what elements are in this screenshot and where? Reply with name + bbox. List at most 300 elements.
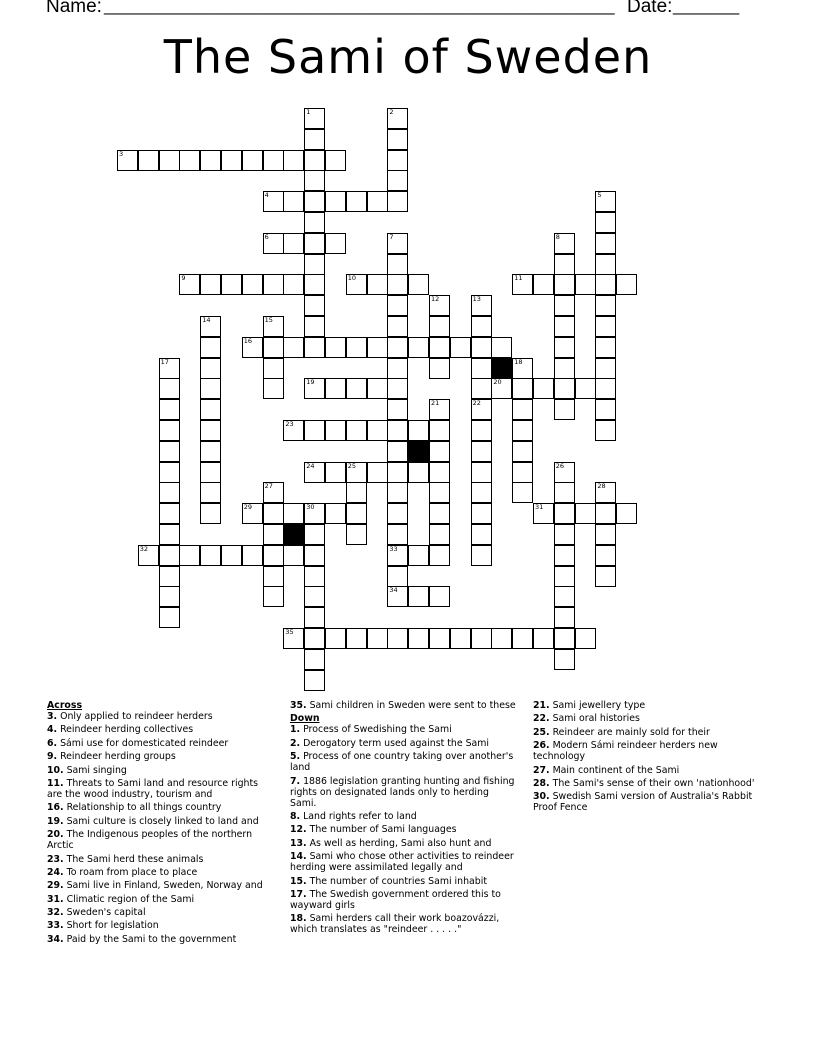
grid-cell[interactable] xyxy=(533,378,554,399)
grid-cell[interactable] xyxy=(387,399,408,420)
grid-cell[interactable] xyxy=(471,358,492,379)
clue-number: 19. xyxy=(47,815,64,827)
grid-cell[interactable] xyxy=(159,150,180,171)
grid-cell[interactable] xyxy=(283,274,304,295)
clue-text: Land rights refer to land xyxy=(300,810,417,822)
clue-number: 24. xyxy=(47,866,64,878)
grid-cell[interactable] xyxy=(159,378,180,399)
grid-cell[interactable] xyxy=(512,628,533,649)
grid-cell[interactable] xyxy=(554,649,575,670)
grid-cell[interactable] xyxy=(554,295,575,316)
grid-cell[interactable] xyxy=(304,649,325,670)
grid-cell[interactable] xyxy=(595,378,616,399)
grid-cell[interactable] xyxy=(533,274,554,295)
grid-cell[interactable] xyxy=(304,108,325,129)
grid-cell[interactable] xyxy=(616,503,637,524)
grid-cell[interactable] xyxy=(304,233,325,254)
grid-cell[interactable] xyxy=(575,378,596,399)
grid-cell[interactable] xyxy=(429,503,450,524)
grid-cell[interactable] xyxy=(595,212,616,233)
grid-cell[interactable] xyxy=(200,399,221,420)
grid-cell[interactable] xyxy=(346,503,367,524)
clue-number: 31. xyxy=(47,893,64,905)
grid-cell[interactable] xyxy=(387,628,408,649)
clue-item xyxy=(47,816,275,827)
grid-cell[interactable] xyxy=(595,295,616,316)
grid-cell[interactable] xyxy=(367,191,388,212)
grid-cell[interactable] xyxy=(304,274,325,295)
clue-text: Main continent of the Sami xyxy=(549,764,680,776)
grid-cell[interactable] xyxy=(159,399,180,420)
grid-cell[interactable] xyxy=(346,191,367,212)
grid-cell[interactable] xyxy=(159,482,180,503)
grid-cell[interactable] xyxy=(159,358,180,379)
grid-cell[interactable] xyxy=(554,337,575,358)
grid-cell[interactable] xyxy=(408,628,429,649)
grid-cell[interactable] xyxy=(200,420,221,441)
grid-cell[interactable] xyxy=(325,503,346,524)
grid-cell[interactable] xyxy=(387,503,408,524)
grid-cell[interactable] xyxy=(304,378,325,399)
grid-cell[interactable] xyxy=(429,628,450,649)
grid-cell[interactable] xyxy=(471,316,492,337)
grid-cell[interactable] xyxy=(263,191,284,212)
grid-cell[interactable] xyxy=(471,420,492,441)
grid-cell[interactable] xyxy=(263,378,284,399)
grid-cell[interactable] xyxy=(387,254,408,275)
grid-cell[interactable] xyxy=(159,607,180,628)
clue-number: 14. xyxy=(290,851,307,863)
grid-cell[interactable] xyxy=(387,566,408,587)
grid-cell[interactable] xyxy=(159,524,180,545)
grid-cell[interactable] xyxy=(512,378,533,399)
grid-cell[interactable] xyxy=(283,337,304,358)
black-square xyxy=(491,358,512,379)
grid-cell[interactable] xyxy=(575,274,596,295)
grid-cell[interactable] xyxy=(138,150,159,171)
grid-cell[interactable] xyxy=(450,628,471,649)
grid-cell[interactable] xyxy=(387,462,408,483)
clue-number: 27. xyxy=(533,764,550,776)
clue-item xyxy=(290,851,518,873)
grid-cell[interactable] xyxy=(595,524,616,545)
clue-number: 16 xyxy=(243,336,253,345)
grid-cell[interactable] xyxy=(595,399,616,420)
grid-cell[interactable] xyxy=(221,545,242,566)
grid-cell[interactable] xyxy=(304,420,325,441)
grid-cell[interactable] xyxy=(304,503,325,524)
grid-cell[interactable] xyxy=(138,545,159,566)
grid-cell[interactable] xyxy=(429,420,450,441)
grid-cell[interactable] xyxy=(471,462,492,483)
grid-cell[interactable] xyxy=(408,420,429,441)
grid-cell[interactable] xyxy=(595,254,616,275)
down-heading: Down xyxy=(290,713,320,725)
grid-cell[interactable] xyxy=(304,337,325,358)
grid-cell[interactable] xyxy=(179,150,200,171)
clue-text: The Swedish government ordered this to wayward girls xyxy=(290,888,501,911)
grid-cell[interactable] xyxy=(304,545,325,566)
grid-cell[interactable] xyxy=(429,358,450,379)
grid-cell[interactable] xyxy=(263,358,284,379)
grid-cell[interactable] xyxy=(325,420,346,441)
grid-cell[interactable] xyxy=(263,566,284,587)
grid-cell[interactable] xyxy=(491,628,512,649)
grid-cell[interactable] xyxy=(429,482,450,503)
grid-cell[interactable] xyxy=(471,441,492,462)
grid-cell[interactable] xyxy=(429,524,450,545)
grid-cell[interactable] xyxy=(554,378,575,399)
clue-number: 17 xyxy=(160,357,169,366)
clue-number: 32 xyxy=(139,544,149,553)
grid-cell[interactable] xyxy=(387,274,408,295)
grid-cell[interactable] xyxy=(263,503,284,524)
grid-cell[interactable] xyxy=(429,462,450,483)
grid-cell[interactable] xyxy=(554,462,575,483)
grid-cell[interactable] xyxy=(471,295,492,316)
grid-cell[interactable] xyxy=(325,233,346,254)
clue-item xyxy=(47,778,275,800)
grid-cell[interactable] xyxy=(429,441,450,462)
grid-cell[interactable] xyxy=(554,233,575,254)
clues-column-1 xyxy=(47,700,275,947)
grid-cell[interactable] xyxy=(159,462,180,483)
grid-cell[interactable] xyxy=(512,358,533,379)
grid-cell[interactable] xyxy=(554,274,575,295)
grid-cell[interactable] xyxy=(387,524,408,545)
grid-cell[interactable] xyxy=(304,129,325,150)
grid-cell[interactable] xyxy=(325,191,346,212)
clue-text: Sami children in Sweden were sent to these xyxy=(306,700,516,711)
clue-number: 23 xyxy=(285,420,294,428)
grid-cell[interactable] xyxy=(367,462,388,483)
grid-cell[interactable] xyxy=(221,274,242,295)
grid-cell[interactable] xyxy=(304,150,325,171)
clue-number: 19 xyxy=(306,378,315,387)
clue-text: Sami singing xyxy=(63,764,127,776)
grid-cell[interactable] xyxy=(387,337,408,358)
grid-cell[interactable] xyxy=(304,628,325,649)
grid-cell[interactable] xyxy=(304,524,325,545)
grid-cell[interactable] xyxy=(283,628,304,649)
black-square xyxy=(283,524,304,545)
grid-cell[interactable] xyxy=(304,316,325,337)
grid-cell[interactable] xyxy=(512,274,533,295)
grid-cell[interactable] xyxy=(200,274,221,295)
grid-cell[interactable] xyxy=(471,482,492,503)
grid-cell[interactable] xyxy=(263,274,284,295)
grid-cell[interactable] xyxy=(304,462,325,483)
grid-cell[interactable] xyxy=(575,628,596,649)
grid-cell[interactable] xyxy=(263,586,284,607)
grid-cell[interactable] xyxy=(263,524,284,545)
grid-cell[interactable] xyxy=(367,337,388,358)
grid-cell[interactable] xyxy=(595,420,616,441)
grid-cell[interactable] xyxy=(595,566,616,587)
clue-item xyxy=(47,920,275,931)
clue-number: 24 xyxy=(306,461,315,470)
grid-cell[interactable] xyxy=(595,337,616,358)
grid-cell[interactable] xyxy=(346,628,367,649)
clue-number: 2 xyxy=(389,108,394,116)
grid-cell[interactable] xyxy=(367,378,388,399)
grid-cell[interactable] xyxy=(263,482,284,503)
clue-text: Sami jewellery type xyxy=(549,700,646,711)
grid-cell[interactable] xyxy=(491,378,512,399)
clue-number: 10. xyxy=(47,764,64,776)
clue-number: 22. xyxy=(533,713,550,725)
grid-cell[interactable] xyxy=(304,566,325,587)
grid-cell[interactable] xyxy=(283,420,304,441)
clue-item xyxy=(47,880,275,891)
grid-cell[interactable] xyxy=(200,358,221,379)
grid-cell[interactable] xyxy=(200,150,221,171)
clue-text: Reindeer herding groups xyxy=(57,751,176,763)
grid-cell[interactable] xyxy=(408,337,429,358)
grid-cell[interactable] xyxy=(595,545,616,566)
grid-cell[interactable] xyxy=(159,566,180,587)
clue-number: 10 xyxy=(347,274,357,283)
grid-cell[interactable] xyxy=(200,378,221,399)
grid-cell[interactable] xyxy=(263,233,284,254)
grid-cell[interactable] xyxy=(512,482,533,503)
grid-cell[interactable] xyxy=(429,586,450,607)
grid-cell[interactable] xyxy=(387,358,408,379)
clue-number: 29 xyxy=(243,503,253,512)
grid-cell[interactable] xyxy=(387,108,408,129)
clue-number: 25 xyxy=(347,461,357,470)
grid-cell[interactable] xyxy=(408,586,429,607)
grid-cell[interactable] xyxy=(367,420,388,441)
grid-cell[interactable] xyxy=(387,233,408,254)
grid-cell[interactable] xyxy=(554,399,575,420)
grid-cell[interactable] xyxy=(242,337,263,358)
grid-cell[interactable] xyxy=(533,503,554,524)
grid-cell[interactable] xyxy=(304,170,325,191)
date-line[interactable]: _______ xyxy=(673,0,740,15)
grid-cell[interactable] xyxy=(159,441,180,462)
grid-cell[interactable] xyxy=(117,150,138,171)
clue-text: Relationship to all things country xyxy=(63,802,222,814)
grid-cell[interactable] xyxy=(325,337,346,358)
grid-cell[interactable] xyxy=(512,420,533,441)
grid-cell[interactable] xyxy=(200,545,221,566)
clue-item xyxy=(533,791,761,813)
clue-text: Process of Swedishing the Sami xyxy=(300,724,452,736)
grid-cell[interactable] xyxy=(304,254,325,275)
grid-cell[interactable] xyxy=(429,545,450,566)
grid-cell[interactable] xyxy=(429,316,450,337)
grid-cell[interactable] xyxy=(491,337,512,358)
grid-cell[interactable] xyxy=(387,378,408,399)
grid-cell[interactable] xyxy=(575,503,596,524)
grid-cell[interactable] xyxy=(283,233,304,254)
grid-cell[interactable] xyxy=(304,607,325,628)
grid-cell[interactable] xyxy=(200,441,221,462)
grid-cell[interactable] xyxy=(263,545,284,566)
grid-cell[interactable] xyxy=(554,316,575,337)
down-clue-list xyxy=(290,724,518,935)
grid-cell[interactable] xyxy=(595,482,616,503)
grid-cell[interactable] xyxy=(408,545,429,566)
grid-cell[interactable] xyxy=(471,399,492,420)
grid-cell[interactable] xyxy=(346,378,367,399)
across-heading: Across xyxy=(47,700,83,711)
clue-number: 3. xyxy=(47,711,58,722)
grid-cell[interactable] xyxy=(429,295,450,316)
grid-cell[interactable] xyxy=(471,378,492,399)
grid-cell[interactable] xyxy=(179,274,200,295)
grid-cell[interactable] xyxy=(242,503,263,524)
grid-cell[interactable] xyxy=(304,212,325,233)
grid-cell[interactable] xyxy=(200,482,221,503)
grid-cell[interactable] xyxy=(387,170,408,191)
grid-cell[interactable] xyxy=(512,441,533,462)
grid-cell[interactable] xyxy=(595,358,616,379)
grid-cell[interactable] xyxy=(512,462,533,483)
grid-cell[interactable] xyxy=(159,545,180,566)
grid-cell[interactable] xyxy=(387,545,408,566)
clue-item xyxy=(290,700,518,711)
grid-cell[interactable] xyxy=(304,586,325,607)
grid-cell[interactable] xyxy=(616,274,637,295)
grid-cell[interactable] xyxy=(387,150,408,171)
grid-cell[interactable] xyxy=(471,503,492,524)
name-line[interactable]: ______________________________________________________ xyxy=(104,0,615,15)
grid-cell[interactable] xyxy=(346,462,367,483)
clue-number: 22 xyxy=(472,399,481,408)
grid-cell[interactable] xyxy=(595,503,616,524)
clue-number: 12 xyxy=(431,295,440,304)
grid-cell[interactable] xyxy=(242,150,263,171)
grid-cell[interactable] xyxy=(304,191,325,212)
grid-cell[interactable] xyxy=(263,337,284,358)
clue-item xyxy=(533,765,761,776)
clue-number: 7. xyxy=(290,775,301,787)
grid-cell[interactable] xyxy=(533,628,554,649)
clue-text: Reindeer herding collectives xyxy=(57,724,194,736)
grid-cell[interactable] xyxy=(554,482,575,503)
grid-cell[interactable] xyxy=(346,482,367,503)
clue-item xyxy=(47,829,275,851)
grid-cell[interactable] xyxy=(554,607,575,628)
clue-text: The Indigenous peoples of the northern Arctic xyxy=(47,829,253,852)
grid-cell[interactable] xyxy=(283,150,304,171)
grid-cell[interactable] xyxy=(159,503,180,524)
grid-cell[interactable] xyxy=(200,503,221,524)
grid-cell[interactable] xyxy=(242,545,263,566)
grid-cell[interactable] xyxy=(512,399,533,420)
grid-cell[interactable] xyxy=(325,628,346,649)
grid-cell[interactable] xyxy=(387,482,408,503)
name-label: Name: xyxy=(46,0,102,17)
clue-text: Sami herders call their work boazovázzi, which translates as "reindeer . . . . ." xyxy=(290,913,500,936)
grid-cell[interactable] xyxy=(242,274,263,295)
grid-cell[interactable] xyxy=(595,274,616,295)
grid-cell[interactable] xyxy=(159,420,180,441)
clue-text: Sami who chose other activities to reindeer herding were assimilated legally and xyxy=(290,851,514,874)
grid-cell[interactable] xyxy=(283,191,304,212)
grid-cell[interactable] xyxy=(387,191,408,212)
grid-cell[interactable] xyxy=(346,420,367,441)
grid-cell[interactable] xyxy=(471,545,492,566)
grid-cell[interactable] xyxy=(595,233,616,254)
grid-cell[interactable] xyxy=(387,441,408,462)
clue-number: 18 xyxy=(514,357,523,366)
grid-cell[interactable] xyxy=(325,150,346,171)
grid-cell[interactable] xyxy=(429,337,450,358)
clue-number: 18. xyxy=(290,913,307,925)
grid-cell[interactable] xyxy=(471,337,492,358)
grid-cell[interactable] xyxy=(595,316,616,337)
grid-cell[interactable] xyxy=(387,420,408,441)
grid-cell[interactable] xyxy=(325,462,346,483)
clue-item xyxy=(290,811,518,822)
grid-cell[interactable] xyxy=(554,545,575,566)
grid-cell[interactable] xyxy=(450,337,471,358)
black-square xyxy=(408,441,429,462)
grid-cell[interactable] xyxy=(554,503,575,524)
clue-number: 7 xyxy=(389,232,394,241)
grid-cell[interactable] xyxy=(346,524,367,545)
grid-cell[interactable] xyxy=(554,586,575,607)
clue-text: The number of countries Sami inhabit xyxy=(306,875,488,887)
clue-text: 1886 legislation granting hunting and fishing rights on designated lands only to herding Sami. xyxy=(290,775,515,809)
grid-cell[interactable] xyxy=(408,274,429,295)
grid-cell[interactable] xyxy=(554,566,575,587)
grid-cell[interactable] xyxy=(346,337,367,358)
grid-cell[interactable] xyxy=(554,254,575,275)
grid-cell[interactable] xyxy=(346,274,367,295)
grid-cell[interactable] xyxy=(263,316,284,337)
grid-cell[interactable] xyxy=(554,628,575,649)
grid-cell[interactable] xyxy=(367,274,388,295)
clue-item xyxy=(533,713,761,724)
grid-cell[interactable] xyxy=(595,191,616,212)
grid-cell[interactable] xyxy=(304,295,325,316)
grid-cell[interactable] xyxy=(200,462,221,483)
clue-item xyxy=(47,934,275,945)
grid-cell[interactable] xyxy=(387,316,408,337)
clue-number: 4 xyxy=(264,191,269,200)
grid-cell[interactable] xyxy=(179,545,200,566)
clue-number: 21 xyxy=(431,399,440,408)
clue-number: 6 xyxy=(264,232,269,241)
grid-cell[interactable] xyxy=(200,316,221,337)
clue-number: 32. xyxy=(47,907,64,919)
grid-cell[interactable] xyxy=(325,378,346,399)
grid-cell[interactable] xyxy=(387,295,408,316)
grid-cell[interactable] xyxy=(554,524,575,545)
grid-cell[interactable] xyxy=(221,150,242,171)
grid-cell[interactable] xyxy=(387,129,408,150)
grid-cell[interactable] xyxy=(429,399,450,420)
grid-cell[interactable] xyxy=(471,628,492,649)
grid-cell[interactable] xyxy=(283,545,304,566)
grid-cell[interactable] xyxy=(159,586,180,607)
grid-cell[interactable] xyxy=(283,503,304,524)
grid-cell[interactable] xyxy=(387,586,408,607)
grid-cell[interactable] xyxy=(304,670,325,691)
grid-cell[interactable] xyxy=(367,628,388,649)
clue-item xyxy=(290,889,518,911)
grid-cell[interactable] xyxy=(200,337,221,358)
grid-cell[interactable] xyxy=(408,462,429,483)
grid-cell[interactable] xyxy=(554,358,575,379)
clue-number: 25. xyxy=(533,726,550,738)
grid-cell[interactable] xyxy=(263,150,284,171)
grid-cell[interactable] xyxy=(471,524,492,545)
